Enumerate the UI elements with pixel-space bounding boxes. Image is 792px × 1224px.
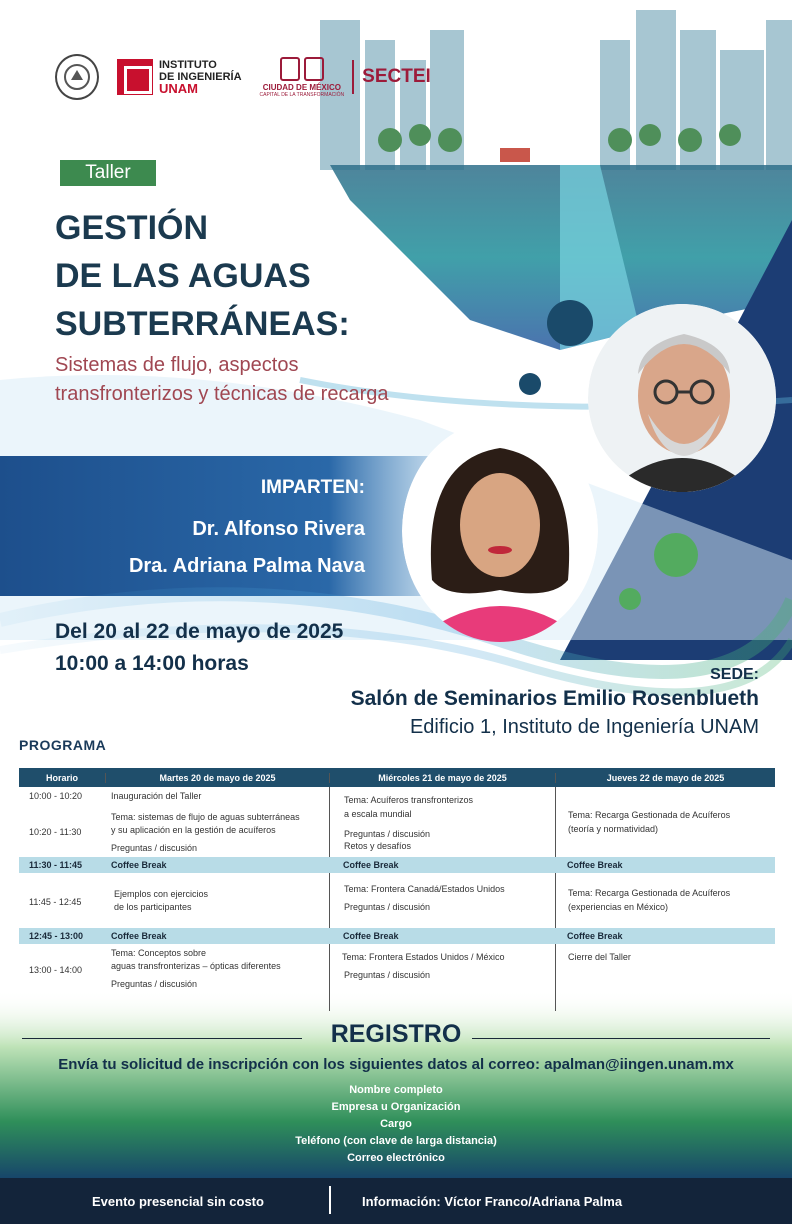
schedule-table (19, 768, 775, 1011)
cell-text: Coffee Break (343, 931, 399, 941)
cell-text: Tema: Recarga Gestionada de Acuíferos (568, 888, 731, 898)
time-cell (19, 873, 105, 928)
table-row (19, 944, 775, 1011)
header-day3: Jueves 22 de mayo de 2025 (555, 773, 775, 783)
program-label: PROGRAMA (19, 737, 107, 753)
title-line: GESTIÓN (55, 209, 209, 247)
day3-cell (555, 944, 775, 1011)
registration-title: REGISTRO (330, 1020, 462, 1048)
ii-line1: INSTITUTO (159, 59, 217, 71)
ii-line2: DE INGENIERÍA (159, 71, 242, 83)
cell-text: y su aplicación en la gestión de acuíferos (111, 825, 276, 835)
day1-cell (105, 873, 329, 928)
title-line: DE LAS AGUAS (55, 257, 311, 295)
day2-cell (329, 873, 555, 928)
list-item: Cargo (380, 1118, 412, 1130)
cell-text: Retos y desafíos (344, 841, 412, 851)
date-range: Del 20 al 22 de mayo de 2025 (55, 620, 344, 643)
speaker-photo-alfonso (588, 304, 776, 492)
cell-text: Preguntas / discusión (344, 970, 431, 980)
day1-cell (105, 787, 329, 857)
cell-text: Tema: Recarga Gestionada de Acuíferos (568, 810, 731, 820)
day3-cell (555, 873, 775, 928)
venue-building: Edificio 1, Instituto de Ingeniería UNAM (409, 716, 759, 738)
time-text: 10:20 - 11:30 (29, 827, 82, 837)
day3-cell (555, 787, 775, 857)
day2-cell (329, 944, 555, 1011)
header-day1: Martes 20 de mayo de 2025 (105, 773, 329, 783)
cell-text: Tema: Conceptos sobre (111, 948, 207, 958)
time-text: 13:00 - 14:00 (29, 965, 83, 975)
cell-text: Preguntas / discusión (344, 902, 431, 912)
unam-seal-logo (55, 54, 99, 100)
cdmx-logo (260, 57, 345, 98)
divider-line (472, 1038, 770, 1039)
cdmx-sub: CAPITAL DE LA TRANSFORMACIÓN (259, 91, 345, 98)
registration-instructions: Envía tu solicitud de inscripción con los siguientes datos al correo: apalman@iingen.unam.mx (58, 1056, 734, 1073)
time-range: 10:00 a 14:00 horas (55, 652, 249, 675)
time-text: 10:00 - 10:20 (29, 791, 83, 801)
divider-line (22, 1038, 302, 1039)
cell-text: aguas transfronterizas – ópticas diferentes (111, 961, 281, 971)
cdmx-name: CIUDAD DE MÉXICO (262, 82, 341, 92)
cell-text: de los participantes (114, 902, 192, 912)
venue-label: SEDE: (710, 666, 759, 683)
cell-text: Tema: Frontera Canadá/Estados Unidos (344, 884, 505, 894)
registration-fields (0, 1082, 792, 1167)
cell-text: Tema: Acuíferos transfronterizos (344, 795, 474, 805)
speaker-name: Dr. Alfonso Rivera (192, 518, 365, 540)
event-dates (55, 616, 343, 680)
cell-text: Coffee Break (343, 860, 399, 870)
footer-divider (329, 1186, 331, 1214)
list-item: Teléfono (con clave de larga distancia) (295, 1135, 497, 1147)
time-cell (19, 787, 105, 857)
table-row (19, 873, 775, 928)
time-text: 12:45 - 13:00 (29, 931, 84, 941)
list-item: Empresa u Organización (331, 1101, 461, 1113)
cell-text: Coffee Break (567, 860, 623, 870)
sectei-logo: SECTEI (352, 60, 431, 94)
cdmx-emblem-icon (304, 57, 324, 81)
header-day2: Miércoles 21 de mayo de 2025 (329, 773, 555, 783)
ii-line3: UNAM (159, 81, 198, 96)
speaker-name: Dra. Adriana Palma Nava (128, 555, 365, 577)
schedule-header (19, 768, 775, 787)
venue-place: Salón de Seminarios Emilio Rosenblueth (350, 687, 759, 710)
table-row (19, 787, 775, 857)
subtitle-line: transfronterizos y técnicas de recarga (55, 383, 389, 405)
cell-text: Preguntas / discusión (111, 979, 198, 989)
registration-header (0, 1020, 792, 1049)
day2-cell (329, 787, 555, 857)
cell-text: Preguntas / discusión (344, 829, 431, 839)
time-text: 11:45 - 12:45 (29, 897, 82, 907)
cell-text: Coffee Break (567, 931, 623, 941)
cell-text: (teoría y normatividad) (568, 824, 659, 834)
day1-cell (105, 944, 329, 1011)
footer-bar (0, 1178, 792, 1224)
list-item: Correo electrónico (347, 1152, 445, 1164)
cdmx-shield-icon (280, 57, 300, 81)
cell-text: Ejemplos con ejercicios (114, 889, 209, 899)
title-line: SUBTERRÁNEAS: (55, 305, 350, 343)
subtitle (55, 351, 389, 409)
header-horario: Horario (45, 772, 78, 783)
venue-block (351, 665, 759, 741)
coffee-break-row (19, 928, 775, 944)
speakers-label: IMPARTEN: (260, 477, 365, 498)
page-title (55, 204, 350, 348)
footer-cost-note: Evento presencial sin costo (92, 1194, 264, 1209)
time-cell (19, 944, 105, 1011)
cell-text: Cierre del Taller (568, 952, 631, 962)
cell-text: Tema: Frontera Estados Unidos / México (342, 952, 505, 962)
cell-text: (experiencias en México) (568, 902, 669, 912)
cell-text: a escala mundial (344, 809, 412, 819)
speakers-block (129, 477, 365, 585)
subtitle-line: Sistemas de flujo, aspectos (55, 354, 299, 376)
event-type-badge: Taller (60, 160, 156, 186)
footer-info: Información: Víctor Franco/Adriana Palma (362, 1194, 623, 1209)
cell-text: Tema: sistemas de flujo de aguas subterráneas (111, 812, 300, 822)
time-text: 11:30 - 11:45 (29, 860, 83, 870)
list-item: Nombre completo (349, 1084, 443, 1096)
cell-text: Preguntas / discusión (111, 843, 198, 853)
cell-text: Coffee Break (111, 860, 167, 870)
coffee-break-row (19, 857, 775, 873)
ii-mark-icon (117, 59, 153, 95)
logo-bar (55, 52, 431, 102)
instituto-ingenieria-logo (117, 59, 242, 95)
speaker-photo-adriana (402, 420, 598, 642)
cell-text: Coffee Break (111, 931, 167, 941)
cell-text: Inauguración del Taller (111, 791, 202, 801)
